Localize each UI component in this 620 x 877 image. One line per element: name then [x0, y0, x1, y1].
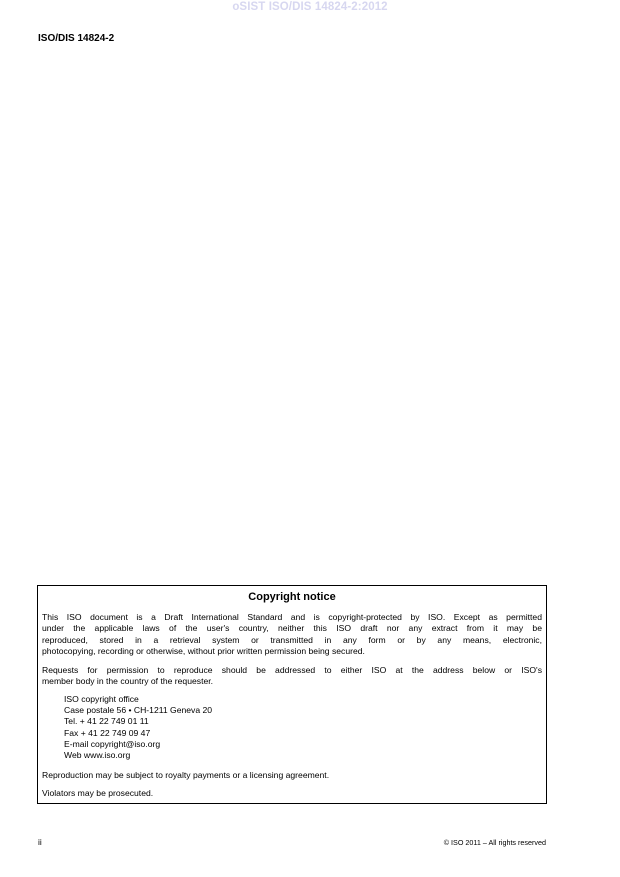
watermark: oSIST ISO/DIS 14824-2:2012: [232, 1, 388, 13]
text-line: This ISO document is a Draft International Standard and is copyright-protected by ISO. Except as permitted: [42, 612, 542, 622]
text-line: Requests for permission to reproduce should be addressed to either ISO at the address below or ISO's: [42, 665, 542, 675]
iso-address-block: [64, 694, 212, 761]
copyright-paragraph-4: Violators may be prosecuted.: [42, 788, 154, 798]
website: Web www.iso.org: [64, 750, 131, 761]
postal-address: Case postale 56 • CH-1211 Geneva 20: [64, 705, 213, 716]
copyright-notice-title: Copyright notice: [248, 591, 336, 603]
text-line: under the applicable laws of the user's country, neither this ISO draft nor any extract from it may be: [42, 623, 542, 634]
telephone: Tel. + 41 22 749 01 11: [64, 716, 149, 727]
copyright-notice-box: [37, 585, 547, 804]
footer-copyright: © ISO 2011 – All rights reserved: [443, 838, 546, 847]
page-number: ii: [38, 837, 42, 847]
document-id: ISO/DIS 14824-2: [38, 33, 115, 44]
copyright-paragraph-3: Reproduction may be subject to royalty payments or a licensing agreement.: [42, 770, 330, 780]
text-line: reproduced, stored in a retrieval system or transmitted in any form or by any means, electronic,: [42, 634, 542, 645]
text-line: member body in the country of the requester.: [42, 676, 214, 687]
copyright-paragraph-1: [42, 612, 542, 657]
copyright-paragraph-2: [42, 665, 542, 688]
email: E-mail copyright@iso.org: [64, 738, 161, 749]
text-line: photocopying, recording or otherwise, without prior written permission being secured.: [42, 645, 365, 656]
fax: Fax + 41 22 749 09 47: [64, 727, 151, 738]
office-name: ISO copyright office: [64, 694, 139, 704]
